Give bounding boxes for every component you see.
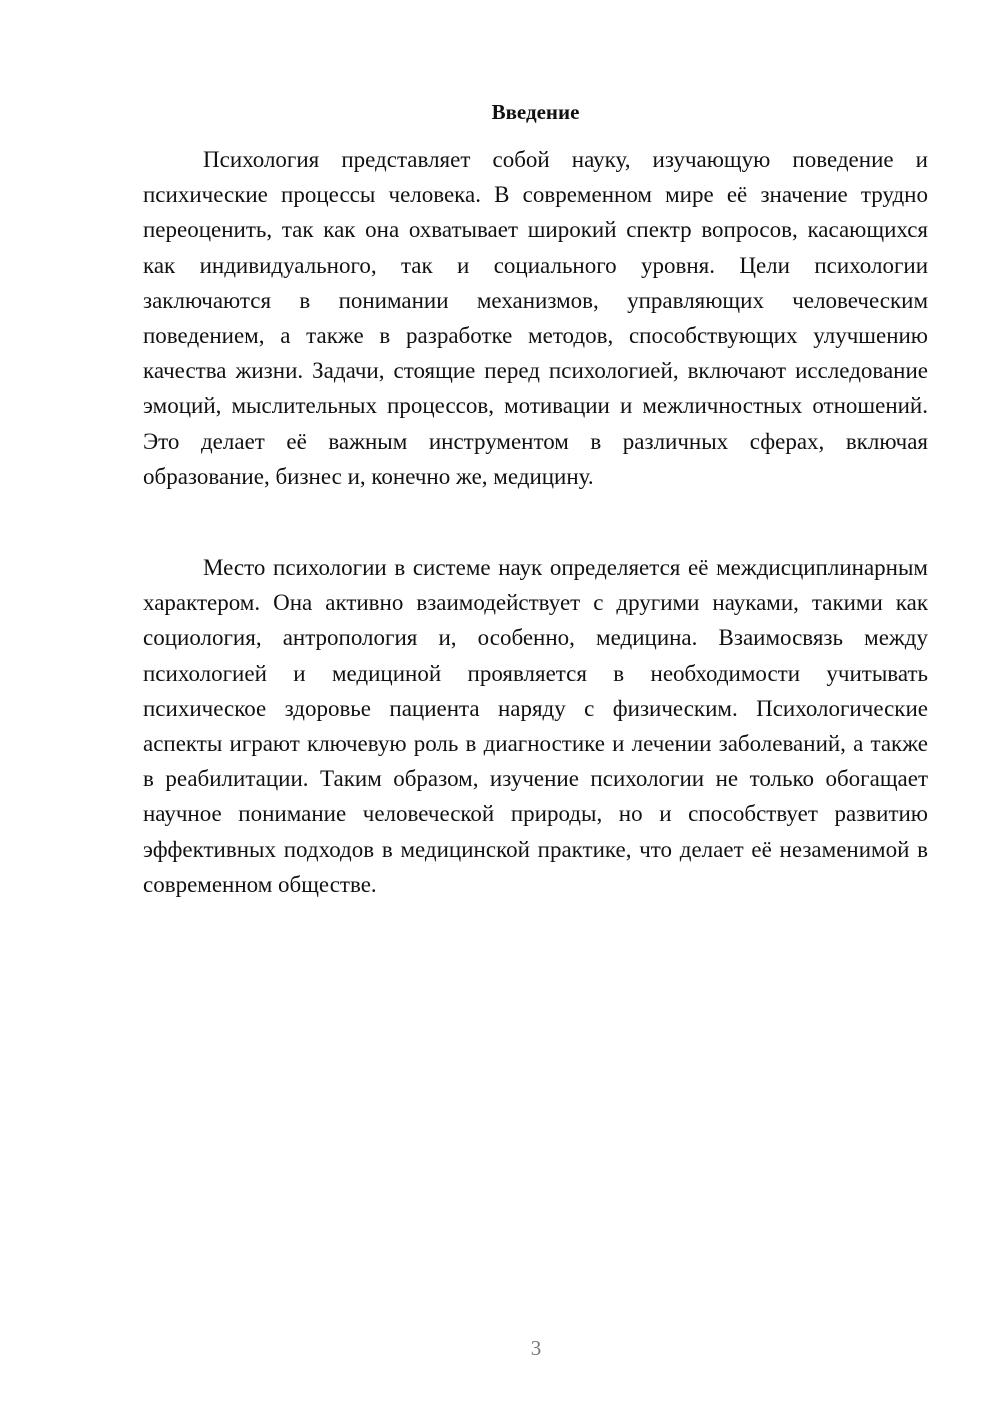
body-paragraph-2: Место психологии в системе наук определяется её междисциплинарным характером. Она активно взаимодействует с другими науками, такими как социология, антропология и, особенно, медицина. Взаимосвязь между психологией и медициной проявляется в необходимости учитывать психическое здоровье пациента наряду с физическим. Психологические аспекты играют ключевую роль в диагностике и лечении заболеваний, а также в реабилитации. Таким образом, изучение психологии не только обогащает научное понимание человеческой природы, но и способствует развитию эффективных подходов в медицинской практике, что делает её незаменимой в современном обществе. (143, 555, 928, 897)
body-paragraph-1: Психология представляет собой науку, изучающую поведение и психические процессы человека. В современном мире её значение трудно переоценить, так как она охватывает широкий спектр вопросов, касающихся как индивидуального, так и социального уровня. Цели психологии заключаются в понимании механизмов, управляющих человеческим поведением, а также в разработке методов, способствующих улучшению качества жизни. Задачи, стоящие перед психологией, включают исследование эмоций, мыслительных процессов, мотивации и межличностных отношений. Это делает её важным инструментом в различных сферах, включая образование, бизнес и, конечно же, медицину. (143, 147, 928, 489)
section-heading: Введение (491, 100, 580, 124)
page-number: 3 (530, 1336, 542, 1360)
